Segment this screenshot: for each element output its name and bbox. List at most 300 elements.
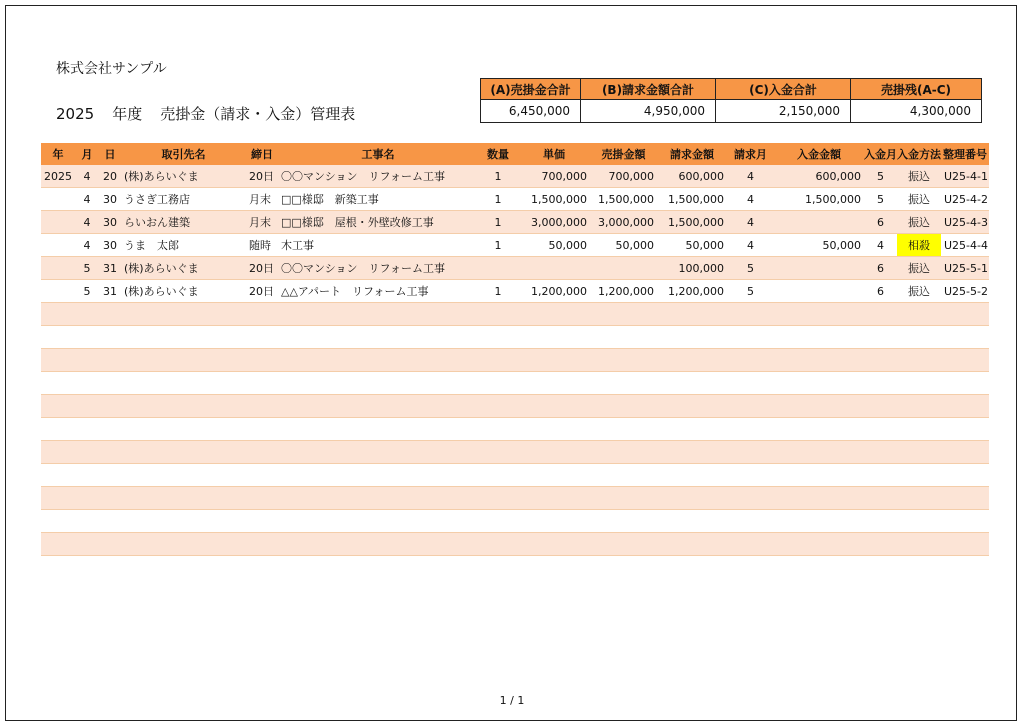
empty-cell[interactable] xyxy=(478,326,518,349)
empty-cell[interactable] xyxy=(941,349,989,372)
column-header-quantity[interactable]: 数量 xyxy=(478,143,518,165)
cell-invoice-month[interactable]: 4 xyxy=(727,211,774,234)
empty-cell[interactable] xyxy=(75,372,99,395)
cell-day[interactable]: 30 xyxy=(99,188,121,211)
cell-payment-method[interactable]: 振込 xyxy=(897,188,941,211)
empty-cell[interactable] xyxy=(121,441,246,464)
cell-month[interactable]: 4 xyxy=(75,211,99,234)
empty-cell[interactable] xyxy=(278,464,478,487)
empty-cell[interactable] xyxy=(590,395,657,418)
cell-invoice-month[interactable]: 4 xyxy=(727,234,774,257)
cell-quantity[interactable]: 1 xyxy=(478,211,518,234)
cell-quantity[interactable]: 1 xyxy=(478,234,518,257)
empty-cell[interactable] xyxy=(864,303,897,326)
empty-cell[interactable] xyxy=(246,349,278,372)
empty-cell[interactable] xyxy=(864,441,897,464)
empty-cell[interactable] xyxy=(657,349,727,372)
cell-closing-day[interactable]: 月末 xyxy=(246,188,278,211)
empty-cell[interactable] xyxy=(590,372,657,395)
empty-cell[interactable] xyxy=(897,326,941,349)
table-row xyxy=(41,165,989,188)
summary-header-row xyxy=(481,79,982,100)
empty-cell[interactable] xyxy=(657,326,727,349)
empty-cell[interactable] xyxy=(774,487,864,510)
empty-cell[interactable] xyxy=(657,441,727,464)
cell-receivable[interactable]: 1,500,000 xyxy=(590,188,657,211)
cell-client[interactable]: らいおん建築 xyxy=(121,211,246,234)
empty-cell[interactable] xyxy=(941,326,989,349)
empty-cell[interactable] xyxy=(774,372,864,395)
empty-row xyxy=(41,303,989,326)
empty-row xyxy=(41,533,989,556)
column-header-reference-no[interactable]: 整理番号 xyxy=(941,143,989,165)
empty-cell[interactable] xyxy=(864,510,897,533)
empty-row xyxy=(41,418,989,441)
empty-cell[interactable] xyxy=(518,349,590,372)
empty-cell[interactable] xyxy=(941,372,989,395)
cell-payment-method[interactable]: 振込 xyxy=(897,257,941,280)
empty-cell[interactable] xyxy=(864,326,897,349)
empty-cell[interactable] xyxy=(897,464,941,487)
empty-cell[interactable] xyxy=(590,303,657,326)
cell-reference-no[interactable]: U25-5-1 xyxy=(941,257,989,280)
cell-payment-month[interactable]: 6 xyxy=(864,280,897,303)
page-number: 1 / 1 xyxy=(499,694,525,707)
empty-cell[interactable] xyxy=(518,395,590,418)
cell-unit-price[interactable]: 3,000,000 xyxy=(518,211,590,234)
summary-table xyxy=(480,78,982,123)
empty-cell[interactable] xyxy=(518,326,590,349)
empty-cell[interactable] xyxy=(278,533,478,556)
cell-project[interactable]: 木工事 xyxy=(278,234,478,257)
summary-value-balance[interactable]: 4,300,000 xyxy=(851,100,982,123)
empty-cell[interactable] xyxy=(518,418,590,441)
empty-cell[interactable] xyxy=(99,372,121,395)
empty-cell[interactable] xyxy=(99,441,121,464)
empty-cell[interactable] xyxy=(75,349,99,372)
empty-cell[interactable] xyxy=(727,395,774,418)
empty-cell[interactable] xyxy=(278,510,478,533)
empty-cell[interactable] xyxy=(75,395,99,418)
empty-cell[interactable] xyxy=(941,533,989,556)
empty-row xyxy=(41,326,989,349)
cell-invoice-amount[interactable]: 1,200,000 xyxy=(657,280,727,303)
cell-month[interactable]: 4 xyxy=(75,234,99,257)
empty-cell[interactable] xyxy=(864,349,897,372)
empty-cell[interactable] xyxy=(657,510,727,533)
cell-invoice-amount[interactable]: 100,000 xyxy=(657,257,727,280)
cell-client[interactable]: うま 太郎 xyxy=(121,234,246,257)
column-header-client[interactable]: 取引先名 xyxy=(121,143,246,165)
cell-receivable[interactable]: 3,000,000 xyxy=(590,211,657,234)
cell-receivable[interactable]: 700,000 xyxy=(590,165,657,188)
cell-payment-month[interactable]: 6 xyxy=(864,257,897,280)
summary-value-row xyxy=(481,100,982,123)
table-row xyxy=(41,257,989,280)
empty-cell[interactable] xyxy=(774,418,864,441)
empty-cell[interactable] xyxy=(278,395,478,418)
empty-cell[interactable] xyxy=(99,349,121,372)
empty-cell[interactable] xyxy=(41,487,75,510)
cell-payment-month[interactable]: 4 xyxy=(864,234,897,257)
empty-cell[interactable] xyxy=(941,441,989,464)
summary-value-b[interactable]: 4,950,000 xyxy=(581,100,716,123)
empty-cell[interactable] xyxy=(278,326,478,349)
empty-cell[interactable] xyxy=(278,372,478,395)
column-header-invoice-amount[interactable]: 請求金額 xyxy=(657,143,727,165)
empty-cell[interactable] xyxy=(121,372,246,395)
empty-cell[interactable] xyxy=(590,326,657,349)
empty-cell[interactable] xyxy=(590,441,657,464)
cell-year[interactable] xyxy=(41,234,75,257)
cell-year[interactable] xyxy=(41,257,75,280)
empty-cell[interactable] xyxy=(897,533,941,556)
cell-quantity[interactable]: 1 xyxy=(478,165,518,188)
empty-cell[interactable] xyxy=(41,533,75,556)
empty-cell[interactable] xyxy=(774,464,864,487)
cell-invoice-month[interactable]: 4 xyxy=(727,165,774,188)
empty-cell[interactable] xyxy=(99,303,121,326)
cell-payment-amount[interactable]: 1,500,000 xyxy=(774,188,864,211)
empty-cell[interactable] xyxy=(727,510,774,533)
empty-cell[interactable] xyxy=(99,487,121,510)
cell-payment-amount[interactable]: 600,000 xyxy=(774,165,864,188)
cell-payment-method[interactable]: 相殺 xyxy=(897,234,941,257)
column-header-payment-amount[interactable]: 入金金額 xyxy=(774,143,864,165)
fiscal-year: 2025 xyxy=(56,105,95,123)
empty-cell[interactable] xyxy=(941,418,989,441)
cell-client[interactable]: うさぎ工務店 xyxy=(121,188,246,211)
empty-cell[interactable] xyxy=(897,441,941,464)
cell-unit-price[interactable]: 1,200,000 xyxy=(518,280,590,303)
empty-cell[interactable] xyxy=(121,510,246,533)
empty-cell[interactable] xyxy=(941,395,989,418)
empty-cell[interactable] xyxy=(590,487,657,510)
empty-cell[interactable] xyxy=(41,441,75,464)
empty-cell[interactable] xyxy=(657,533,727,556)
cell-reference-no[interactable]: U25-4-3 xyxy=(941,211,989,234)
empty-cell[interactable] xyxy=(246,303,278,326)
empty-row xyxy=(41,349,989,372)
empty-cell[interactable] xyxy=(864,487,897,510)
empty-cell[interactable] xyxy=(121,487,246,510)
empty-cell[interactable] xyxy=(99,418,121,441)
cell-payment-method[interactable]: 振込 xyxy=(897,211,941,234)
empty-cell[interactable] xyxy=(246,395,278,418)
empty-cell[interactable] xyxy=(774,349,864,372)
cell-year[interactable] xyxy=(41,188,75,211)
cell-project[interactable]: □□様邸 屋根・外壁改修工事 xyxy=(278,211,478,234)
empty-cell[interactable] xyxy=(75,487,99,510)
cell-reference-no[interactable]: U25-4-1 xyxy=(941,165,989,188)
cell-receivable[interactable] xyxy=(590,257,657,280)
empty-cell[interactable] xyxy=(727,372,774,395)
cell-invoice-amount[interactable]: 50,000 xyxy=(657,234,727,257)
empty-cell[interactable] xyxy=(478,303,518,326)
empty-cell[interactable] xyxy=(246,464,278,487)
cell-closing-day[interactable]: 20日 xyxy=(246,280,278,303)
empty-cell[interactable] xyxy=(75,326,99,349)
empty-cell[interactable] xyxy=(478,510,518,533)
cell-month[interactable]: 5 xyxy=(75,280,99,303)
empty-cell[interactable] xyxy=(75,464,99,487)
cell-unit-price[interactable] xyxy=(518,257,590,280)
empty-cell[interactable] xyxy=(727,464,774,487)
cell-client[interactable]: (株)あらいぐま xyxy=(121,280,246,303)
ledger-table xyxy=(41,143,989,556)
empty-cell[interactable] xyxy=(121,303,246,326)
empty-cell[interactable] xyxy=(657,464,727,487)
empty-cell[interactable] xyxy=(897,372,941,395)
empty-cell[interactable] xyxy=(657,372,727,395)
empty-cell[interactable] xyxy=(478,372,518,395)
summary-label-c: (C)入金合計 xyxy=(716,79,851,100)
column-header-receivable[interactable]: 売掛金額 xyxy=(590,143,657,165)
empty-cell[interactable] xyxy=(99,533,121,556)
empty-cell[interactable] xyxy=(246,326,278,349)
empty-cell[interactable] xyxy=(246,372,278,395)
cell-invoice-amount[interactable]: 1,500,000 xyxy=(657,211,727,234)
empty-cell[interactable] xyxy=(75,510,99,533)
empty-cell[interactable] xyxy=(246,441,278,464)
empty-cell[interactable] xyxy=(727,533,774,556)
empty-cell[interactable] xyxy=(941,303,989,326)
cell-day[interactable]: 30 xyxy=(99,211,121,234)
empty-cell[interactable] xyxy=(590,533,657,556)
cell-project[interactable]: 〇〇マンション リフォーム工事 xyxy=(278,165,478,188)
column-header-day[interactable]: 日 xyxy=(99,143,121,165)
table-row xyxy=(41,211,989,234)
empty-row xyxy=(41,510,989,533)
empty-cell[interactable] xyxy=(246,510,278,533)
cell-payment-month[interactable]: 5 xyxy=(864,165,897,188)
empty-cell[interactable] xyxy=(590,349,657,372)
empty-cell[interactable] xyxy=(41,395,75,418)
empty-cell[interactable] xyxy=(99,326,121,349)
cell-unit-price[interactable]: 1,500,000 xyxy=(518,188,590,211)
cell-payment-method[interactable]: 振込 xyxy=(897,280,941,303)
empty-cell[interactable] xyxy=(246,418,278,441)
cell-invoice-amount[interactable]: 1,500,000 xyxy=(657,188,727,211)
cell-quantity[interactable] xyxy=(478,257,518,280)
empty-cell[interactable] xyxy=(121,533,246,556)
column-header-month[interactable]: 月 xyxy=(75,143,99,165)
cell-client[interactable]: (株)あらいぐま xyxy=(121,165,246,188)
cell-closing-day[interactable]: 20日 xyxy=(246,257,278,280)
cell-closing-day[interactable]: 随時 xyxy=(246,234,278,257)
ledger-body xyxy=(41,165,989,556)
column-header-invoice-month[interactable]: 請求月 xyxy=(727,143,774,165)
cell-day[interactable]: 30 xyxy=(99,234,121,257)
empty-cell[interactable] xyxy=(518,533,590,556)
cell-payment-amount[interactable] xyxy=(774,257,864,280)
column-header-payment-month[interactable]: 入金月 xyxy=(864,143,897,165)
cell-invoice-month[interactable]: 5 xyxy=(727,280,774,303)
empty-cell[interactable] xyxy=(774,395,864,418)
empty-cell[interactable] xyxy=(518,303,590,326)
cell-payment-amount[interactable] xyxy=(774,280,864,303)
empty-cell[interactable] xyxy=(727,487,774,510)
empty-cell[interactable] xyxy=(41,349,75,372)
cell-day[interactable]: 20 xyxy=(99,165,121,188)
cell-payment-amount[interactable] xyxy=(774,211,864,234)
empty-cell[interactable] xyxy=(590,418,657,441)
empty-cell[interactable] xyxy=(99,464,121,487)
empty-cell[interactable] xyxy=(774,326,864,349)
cell-unit-price[interactable]: 50,000 xyxy=(518,234,590,257)
cell-quantity[interactable]: 1 xyxy=(478,188,518,211)
empty-cell[interactable] xyxy=(278,418,478,441)
empty-cell[interactable] xyxy=(121,418,246,441)
empty-cell[interactable] xyxy=(897,303,941,326)
cell-receivable[interactable]: 1,200,000 xyxy=(590,280,657,303)
empty-cell[interactable] xyxy=(41,303,75,326)
empty-cell[interactable] xyxy=(121,349,246,372)
empty-cell[interactable] xyxy=(864,533,897,556)
column-header-closing-day[interactable]: 締日 xyxy=(246,143,278,165)
empty-cell[interactable] xyxy=(121,464,246,487)
column-header-unit-price[interactable]: 単価 xyxy=(518,143,590,165)
page-title xyxy=(56,103,355,124)
empty-cell[interactable] xyxy=(75,418,99,441)
empty-cell[interactable] xyxy=(518,487,590,510)
cell-client[interactable]: (株)あらいぐま xyxy=(121,257,246,280)
empty-cell[interactable] xyxy=(727,418,774,441)
empty-cell[interactable] xyxy=(478,533,518,556)
empty-cell[interactable] xyxy=(897,510,941,533)
empty-cell[interactable] xyxy=(590,464,657,487)
cell-invoice-amount[interactable]: 600,000 xyxy=(657,165,727,188)
cell-month[interactable]: 5 xyxy=(75,257,99,280)
empty-cell[interactable] xyxy=(278,349,478,372)
empty-cell[interactable] xyxy=(99,395,121,418)
cell-project[interactable]: △△アパート リフォーム工事 xyxy=(278,280,478,303)
empty-cell[interactable] xyxy=(75,533,99,556)
cell-month[interactable]: 4 xyxy=(75,165,99,188)
empty-cell[interactable] xyxy=(897,349,941,372)
empty-cell[interactable] xyxy=(278,441,478,464)
cell-reference-no[interactable]: U25-5-2 xyxy=(941,280,989,303)
empty-row xyxy=(41,395,989,418)
cell-invoice-month[interactable]: 5 xyxy=(727,257,774,280)
empty-cell[interactable] xyxy=(941,510,989,533)
column-header-payment-method[interactable]: 入金方法 xyxy=(897,143,941,165)
table-row xyxy=(41,188,989,211)
empty-cell[interactable] xyxy=(897,418,941,441)
empty-cell[interactable] xyxy=(75,303,99,326)
empty-cell[interactable] xyxy=(897,395,941,418)
cell-closing-day[interactable]: 20日 xyxy=(246,165,278,188)
empty-cell[interactable] xyxy=(774,533,864,556)
empty-cell[interactable] xyxy=(864,372,897,395)
cell-year[interactable]: 2025 xyxy=(41,165,75,188)
empty-cell[interactable] xyxy=(41,510,75,533)
empty-cell[interactable] xyxy=(657,303,727,326)
cell-closing-day[interactable]: 月末 xyxy=(246,211,278,234)
cell-invoice-month[interactable]: 4 xyxy=(727,188,774,211)
empty-cell[interactable] xyxy=(727,349,774,372)
empty-cell[interactable] xyxy=(246,487,278,510)
empty-cell[interactable] xyxy=(478,487,518,510)
empty-cell[interactable] xyxy=(478,464,518,487)
column-header-year[interactable]: 年 xyxy=(41,143,75,165)
empty-cell[interactable] xyxy=(478,441,518,464)
cell-reference-no[interactable]: U25-4-2 xyxy=(941,188,989,211)
table-row xyxy=(41,234,989,257)
table-row xyxy=(41,280,989,303)
empty-cell[interactable] xyxy=(99,510,121,533)
empty-cell[interactable] xyxy=(121,395,246,418)
empty-cell[interactable] xyxy=(75,441,99,464)
empty-cell[interactable] xyxy=(518,464,590,487)
empty-cell[interactable] xyxy=(657,395,727,418)
empty-cell[interactable] xyxy=(478,395,518,418)
empty-cell[interactable] xyxy=(864,464,897,487)
cell-day[interactable]: 31 xyxy=(99,280,121,303)
empty-cell[interactable] xyxy=(941,487,989,510)
empty-cell[interactable] xyxy=(478,418,518,441)
cell-receivable[interactable]: 50,000 xyxy=(590,234,657,257)
cell-year[interactable] xyxy=(41,280,75,303)
cell-payment-month[interactable]: 5 xyxy=(864,188,897,211)
ledger-header-row xyxy=(41,143,989,165)
cell-reference-no[interactable]: U25-4-4 xyxy=(941,234,989,257)
cell-project[interactable]: 〇〇マンション リフォーム工事 xyxy=(278,257,478,280)
column-header-project[interactable]: 工事名 xyxy=(278,143,478,165)
empty-cell[interactable] xyxy=(657,487,727,510)
empty-cell[interactable] xyxy=(941,464,989,487)
empty-cell[interactable] xyxy=(864,418,897,441)
cell-payment-method[interactable]: 振込 xyxy=(897,165,941,188)
empty-cell[interactable] xyxy=(590,510,657,533)
empty-cell[interactable] xyxy=(41,372,75,395)
empty-cell[interactable] xyxy=(727,441,774,464)
empty-cell[interactable] xyxy=(657,418,727,441)
cell-quantity[interactable]: 1 xyxy=(478,280,518,303)
empty-cell[interactable] xyxy=(41,418,75,441)
empty-cell[interactable] xyxy=(41,326,75,349)
cell-payment-month[interactable]: 6 xyxy=(864,211,897,234)
title-text: 売掛金（請求・入金）管理表 xyxy=(160,105,356,123)
empty-cell[interactable] xyxy=(41,464,75,487)
empty-cell[interactable] xyxy=(278,303,478,326)
empty-cell[interactable] xyxy=(246,533,278,556)
empty-cell[interactable] xyxy=(478,349,518,372)
empty-cell[interactable] xyxy=(774,510,864,533)
empty-cell[interactable] xyxy=(727,326,774,349)
cell-month[interactable]: 4 xyxy=(75,188,99,211)
empty-cell[interactable] xyxy=(774,441,864,464)
summary-value-c[interactable]: 2,150,000 xyxy=(716,100,851,123)
empty-cell[interactable] xyxy=(518,510,590,533)
empty-cell[interactable] xyxy=(774,303,864,326)
empty-cell[interactable] xyxy=(727,303,774,326)
empty-row xyxy=(41,464,989,487)
cell-day[interactable]: 31 xyxy=(99,257,121,280)
cell-payment-amount[interactable]: 50,000 xyxy=(774,234,864,257)
cell-unit-price[interactable]: 700,000 xyxy=(518,165,590,188)
empty-cell[interactable] xyxy=(864,395,897,418)
summary-value-a[interactable]: 6,450,000 xyxy=(481,100,581,123)
empty-cell[interactable] xyxy=(278,487,478,510)
cell-project[interactable]: □□様邸 新築工事 xyxy=(278,188,478,211)
empty-cell[interactable] xyxy=(518,372,590,395)
empty-cell[interactable] xyxy=(897,487,941,510)
summary-label-balance: 売掛残(A-C) xyxy=(851,79,982,100)
empty-cell[interactable] xyxy=(518,441,590,464)
empty-cell[interactable] xyxy=(121,326,246,349)
cell-year[interactable] xyxy=(41,211,75,234)
